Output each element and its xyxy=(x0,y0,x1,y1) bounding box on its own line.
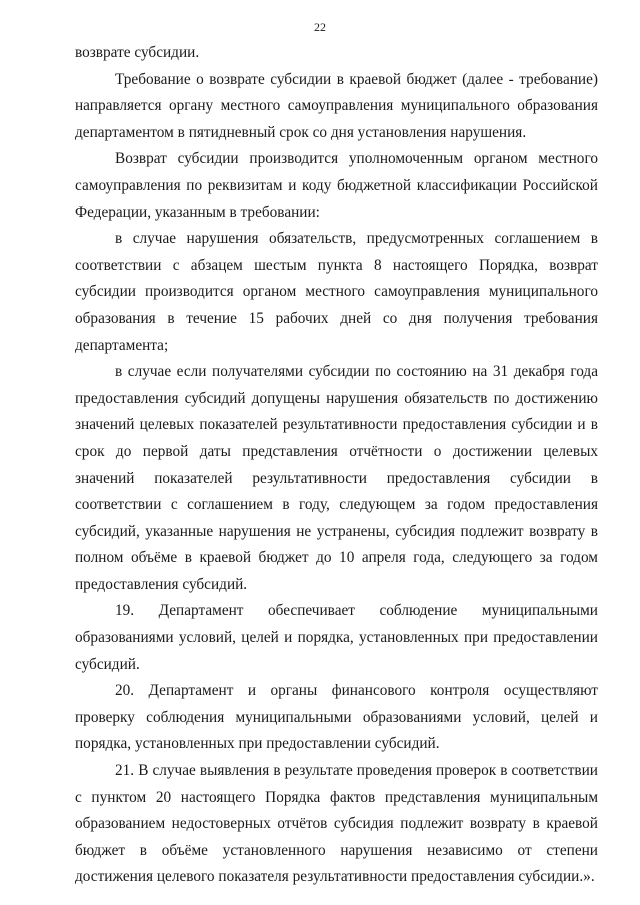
paragraph-clause-20: 20. Департамент и органы финансового контроля осуществляют проверку соблюдения муниципальными образованиями условий, целей и порядка, установленных при предоставлении субсидий. xyxy=(75,682,598,753)
document-body xyxy=(75,40,598,891)
paragraph-recipients-breach: в случае если получателями субсидии по состоянию на 31 декабря года предоставления субсидий допущены нарушения обязательств по достижению значений целевых показателей результативности предоставления субсидии и в срок до первой даты представления отчётности о достижении целевых значений показателей результативности предоставления субсидии в соответствии с соглашением в году, следующем за годом предоставления субсидий, указанные нарушения не устранены, субсидия подлежит возврату в полном объёме в краевой бюджет до 10 апреля года, следующего за годом предоставления субсидий. xyxy=(75,363,598,593)
paragraph-continuation: возврате субсидии. xyxy=(75,44,200,61)
page-number: 22 xyxy=(314,20,326,34)
paragraph-obligation-breach: в случае нарушения обязательств, предусмотренных соглашением в соответствии с абзацем шестым пункта 8 настоящего Порядка, возврат субсидии производится органом местного самоуправления муниципального образования в течение 15 рабочих дней со дня получения требования департамента; xyxy=(75,230,598,354)
paragraph-clause-21: 21. В случае выявления в результате проведения проверок в соответствии с пунктом 20 настоящего Порядка фактов представления муниципальным образованием недостоверных отчётов субсидия подлежит возврату в краевой бюджет в объёме установленного нарушения независимо от степени достижения целевого показателя результативности предоставления субсидии.». xyxy=(75,762,598,886)
paragraph-return-procedure: Возврат субсидии производится уполномоченным органом местного самоуправления по реквизитам и коду бюджетной классификации Российской Федерации, указанным в требовании: xyxy=(75,150,598,221)
paragraph-clause-19: 19. Департамент обеспечивает соблюдение муниципальными образованиями условий, целей и порядка, установленных при предоставлении субсидий. xyxy=(75,602,598,673)
paragraph-return-requirement: Требование о возврате субсидии в краевой бюджет (далее - требование) направляется органу местного самоуправления муниципального образования департаментом в пятидневный срок со дня установления нарушения. xyxy=(75,70,598,141)
